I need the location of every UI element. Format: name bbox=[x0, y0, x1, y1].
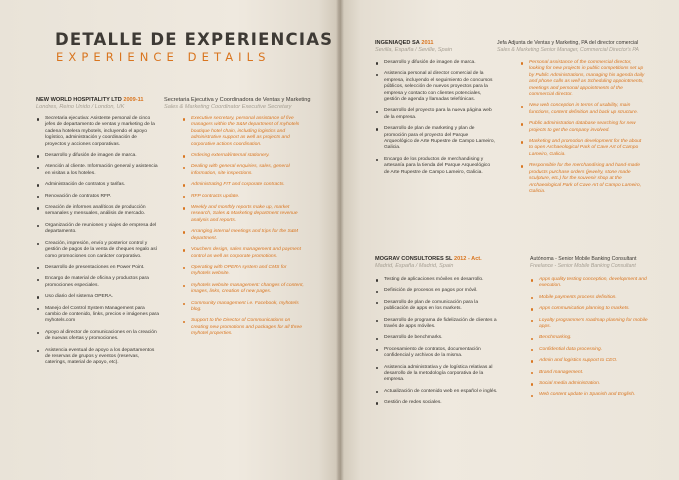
list-item: Executive secretary, personal assistance of five managers within the S&M department of myhotels boutique hotel chain, including logistics and administrative support as well as projects and corporative actions coordination. bbox=[182, 116, 306, 148]
list-item: Manejo del Control System Management para cambio de contenido, links, precios e imágenes para myhotels.com bbox=[36, 306, 159, 325]
list-item: Desarrollo del proyecto para la nueva página web de la empresa. bbox=[375, 108, 495, 121]
list-item: Asistencia personal al director comercial de la empresa, incluyendo el seguimiento de concursos públicos, selección de nuevos proyectos para la empresa y contacto con clientes potenciales, gestión de agenda y llamadas telefónicas. bbox=[375, 71, 495, 103]
right-page bbox=[340, 0, 679, 480]
list-item: Admin and logistics support to CEO. bbox=[530, 358, 650, 364]
list-item: Creación, impresión, envío y posterior control y gestión de pagos de la venta de cheques regalo así como promociones con carácter corporativo. bbox=[36, 241, 159, 260]
list-item: Support to the Director of Communications on creating new promotions and packages for all three myhotel properties. bbox=[182, 318, 306, 337]
duties-list-es bbox=[375, 60, 495, 181]
duties-list-es bbox=[36, 116, 159, 372]
job-role-en: Freelance - Senior Mobile Banking Consultant bbox=[530, 263, 636, 269]
list-item: Actualización de contenido web en español e inglés. bbox=[375, 389, 500, 395]
list-item: Uso diario del sistema OPERA. bbox=[36, 294, 159, 300]
job-role: Autónoma - Senior Mobile Banking Consultant bbox=[530, 256, 637, 262]
left-page bbox=[0, 0, 339, 480]
list-item: Gestión de redes sociales. bbox=[375, 400, 500, 406]
list-item: Weekly and monthly reports make up, market research, Sales & Marketing department revenue analysis and reports. bbox=[182, 205, 306, 224]
list-item: Encargo de material de oficina y productos para promociones especiales. bbox=[36, 276, 159, 289]
list-item: Dealing with general enquiries, sales, general information, site inspections. bbox=[182, 164, 306, 177]
list-item: Operating with OPERA system and CMS for myhotels website. bbox=[182, 265, 306, 278]
job-role-en: Sales & Marketing Coordinator Executive Secretary bbox=[164, 104, 292, 110]
list-item: Desarrollo y difusión de imagen de marca. bbox=[375, 60, 495, 66]
list-item: Testing de aplicaciones móviles en desarrollo. bbox=[375, 277, 500, 283]
list-item: Asistencia administrativa y de logística relativas al desarrollo de la metodología corporativa de la empresa. bbox=[375, 365, 500, 384]
list-item: Community management i.e. Facebook, myhotels blog. bbox=[182, 301, 306, 314]
job-location: Londres, Reino Unido / London, UK bbox=[36, 104, 125, 110]
list-item: Secretaria ejecutiva: Asistente personal de cinco jefes de departamento de ventas y marketing de la cadena hotelera mybotels, incluyendo el apoyo logístico, administración y coordinación de proyectos y acciones corporativas. bbox=[36, 116, 159, 148]
list-item: Ordering external/internal stationery. bbox=[182, 153, 306, 159]
list-item: Mobile payments process definition. bbox=[530, 295, 650, 301]
list-item: Desarrollo de benchmarks. bbox=[375, 335, 500, 341]
list-item: RFP contracts update. bbox=[182, 194, 306, 200]
list-item: Web content update in Spanish and English. bbox=[530, 392, 650, 398]
list-item: Confidential data processing. bbox=[530, 347, 650, 353]
job-header-company bbox=[36, 97, 151, 111]
book-gutter bbox=[336, 0, 344, 480]
list-item: Desarrollo de programa de fidelización de clientes a través de apps móviles. bbox=[375, 318, 500, 331]
duties-list-en bbox=[530, 277, 650, 404]
list-item: Desarrollo y difusión de imagen de marca. bbox=[36, 153, 159, 159]
list-item: Administrating FIT and corporate contracts. bbox=[182, 182, 306, 188]
page-subtitle: EXPERIENCE DETAILS bbox=[56, 50, 271, 64]
list-item: Administración de contratos y tarifas. bbox=[36, 182, 159, 188]
job-header-role bbox=[164, 97, 314, 111]
list-item: Brand management. bbox=[530, 370, 650, 376]
list-item: Definición de procesos en pagos por móvil. bbox=[375, 288, 500, 294]
job-header-role bbox=[530, 256, 655, 270]
list-item: Procesamiento de contratos, documentación confidencial y archivos de la misma. bbox=[375, 347, 500, 360]
list-item: Personal assistance of the commercial director, looking for new projects in public competitions set up by Public Administrations, managing his agenda daily and phone calls as well as Scheduling appointments, meetings and personal appointments of the commercial director. bbox=[520, 60, 645, 98]
job-years: 2009-11 bbox=[123, 97, 144, 103]
list-item: Public administration database searching for new projects to get the company involved. bbox=[520, 121, 645, 134]
list-item: Desarrollo de plan de marketing y plan de promoción para el proyecto del Parque Arqueológico de Arte Rupestre de Campo Lameiro, Galicia. bbox=[375, 126, 495, 152]
list-item: Apps quality testing conception, development and execution. bbox=[530, 277, 650, 290]
list-item: Desarrollo de plan de comunicación para la publicación de apps en los markets. bbox=[375, 300, 500, 313]
list-item: Asistencia eventual de apoyo a los departamentos de reservas de grupos y eventos (reservas, caterings, material de apoyo, etc). bbox=[36, 348, 159, 367]
job-years: 2012 - Act. bbox=[453, 256, 482, 262]
list-item: Encargo de los productos de merchandising y artesanía para la tienda del Parque Arqueológico de Arte Rupestre de Campo Lameiro, Galicia. bbox=[375, 157, 495, 176]
page-title: DETALLE DE EXPERIENCIAS bbox=[55, 30, 334, 49]
list-item: myhotels website management: changes of content, images, links, creation of new pages. bbox=[182, 283, 306, 296]
list-item: Marketing and promotion development for the about to open Archaeological Park of Cave Art of Campo Lameiro, Galicia. bbox=[520, 139, 645, 158]
list-item: Organización de reuniones y viajes de empresa del departamento. bbox=[36, 223, 159, 236]
job-years: 2011 bbox=[421, 40, 434, 46]
list-item: Arranging internal meetings and trips for the S&M department. bbox=[182, 229, 306, 242]
duties-list-es bbox=[375, 277, 500, 412]
list-item: Social media administration. bbox=[530, 381, 650, 387]
company-name: MOGRAV CONSULTORES SL bbox=[375, 256, 453, 262]
job-header-role bbox=[497, 40, 647, 54]
job-location: Madrid, España / Madrid, Spain bbox=[375, 263, 454, 269]
list-item: Apoyo al director de comunicaciones en la creación de nuevas ofertas y promociones. bbox=[36, 330, 159, 343]
job-role: Jefa Adjunta de Ventas y Marketing, PA del director comercial bbox=[497, 40, 639, 46]
duties-list-en bbox=[182, 116, 306, 343]
list-item: Vouchers design, sales management and payment control as well as corporate promotions. bbox=[182, 247, 306, 260]
list-item: Atención al cliente. Información general y asistencia en visitas a los hoteles. bbox=[36, 164, 159, 177]
duties-list-en bbox=[520, 60, 645, 200]
list-item: Renovación de contratos RFP. bbox=[36, 194, 159, 200]
list-item: Benchmarking. bbox=[530, 335, 650, 341]
job-location: Sevilla, España / Seville, Spain bbox=[375, 47, 453, 53]
list-item: Apps communication planning to markets. bbox=[530, 306, 650, 312]
list-item: Creación de informes analíticos de producción semanales y mensuales, análisis de mercado. bbox=[36, 205, 159, 218]
list-item: New web conception in terms of usability, main functions, content definition and back up structure. bbox=[520, 103, 645, 116]
company-name: NEW WORLD HOSPITALITY LTD bbox=[36, 97, 122, 103]
job-header-company bbox=[375, 256, 515, 270]
job-header-company bbox=[375, 40, 485, 54]
company-name: INGENIAQED SA bbox=[375, 40, 420, 46]
job-role-en: Sales & Marketing Senior Manager, Commercial Director's PA bbox=[497, 47, 639, 53]
list-item: Loyalty programme's roadmap planning for mobile apps. bbox=[530, 318, 650, 331]
list-item: Responsible for the merchandising and hand-made products purchase orders (jewelry, stone made sculpture, etc.) for the souvenir shop at the Archaeological Park of Cave Art of Campo Lameiro, Galicia. bbox=[520, 163, 645, 195]
job-role: Secretaria Ejecutiva y Coordinadora de Ventas y Marketing bbox=[164, 97, 311, 103]
list-item: Desarrollo de presentaciones en Power Point. bbox=[36, 265, 159, 271]
